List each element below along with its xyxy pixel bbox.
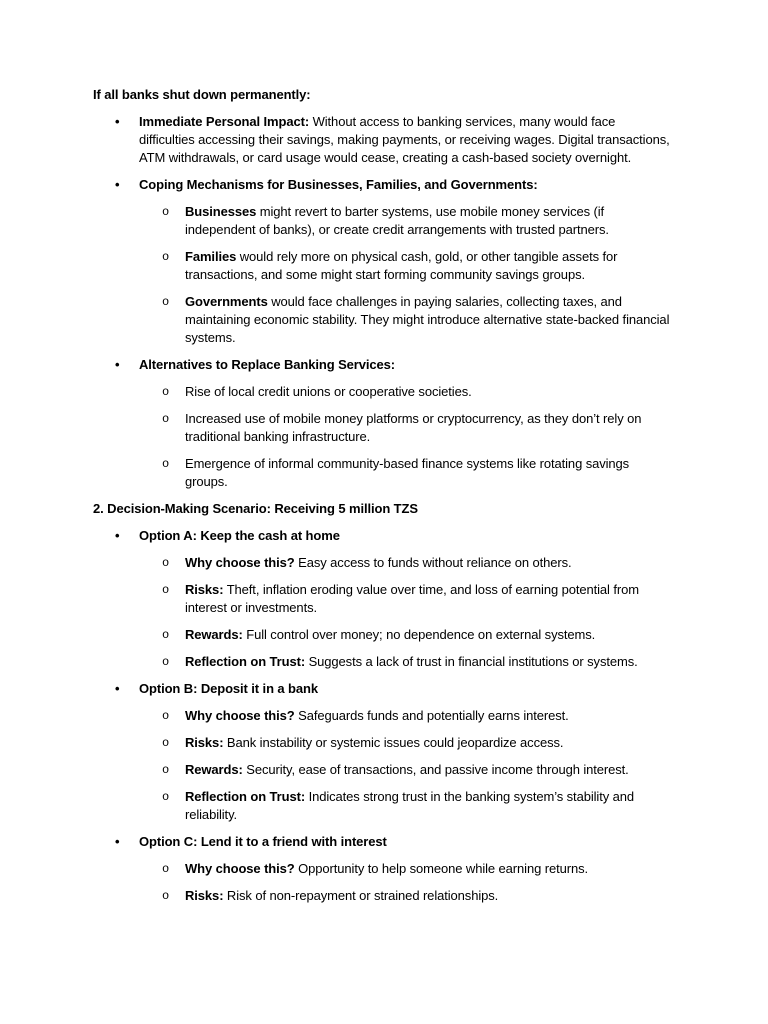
sub-item-text: Safeguards funds and potentially earns interest. bbox=[294, 708, 569, 723]
sub-item-text: Easy access to funds without reliance on others. bbox=[294, 555, 572, 570]
list-item bbox=[93, 833, 673, 851]
sub-item-text: Suggests a lack of trust in financial institutions or systems. bbox=[305, 654, 638, 669]
sub-item-text: Bank instability or systemic issues could jeopardize access. bbox=[223, 735, 564, 750]
bullet-icon: • bbox=[115, 834, 120, 849]
sub-item-label: Risks: bbox=[185, 888, 224, 903]
item-label: Option B: Deposit it in a bank bbox=[139, 681, 319, 696]
item-label: Option C: Lend it to a friend with interest bbox=[139, 834, 387, 849]
sub-list-item bbox=[93, 383, 673, 401]
sub-bullet-icon: o bbox=[162, 862, 170, 876]
item-label: Alternatives to Replace Banking Services: bbox=[139, 357, 396, 372]
sub-bullet-icon: o bbox=[162, 457, 170, 471]
sub-item-label: Families bbox=[185, 249, 237, 264]
sub-list-item bbox=[93, 203, 673, 239]
item-label: Immediate Personal Impact: bbox=[139, 114, 310, 129]
sub-bullet-icon: o bbox=[162, 763, 170, 777]
list-item bbox=[93, 527, 673, 545]
item-text: Without access to banking services, many would face difficulties accessing their savings, making payments, or receiving wages. Digital transactions, ATM withdrawals, or card usage would cease, creating a cash-based society overnight. bbox=[139, 114, 670, 165]
sub-item-text: Theft, inflation eroding value over time, and loss of earning potential from interest or investments. bbox=[185, 582, 639, 615]
sub-list-item bbox=[93, 887, 673, 905]
bullet-icon: • bbox=[115, 681, 120, 696]
sub-list-item bbox=[93, 761, 673, 779]
sub-list-item bbox=[93, 788, 673, 824]
sub-item-text: Indicates strong trust in the banking system’s stability and reliability. bbox=[185, 789, 635, 822]
sub-list-item bbox=[93, 626, 673, 644]
sub-list-item bbox=[93, 653, 673, 671]
sub-list-item bbox=[93, 581, 673, 617]
sub-item-label: Rewards: bbox=[185, 762, 243, 777]
sub-item-text: Opportunity to help someone while earning returns. bbox=[294, 861, 588, 876]
list-item bbox=[93, 680, 673, 698]
sub-item-label: Why choose this? bbox=[185, 708, 295, 723]
sub-item-label: Governments bbox=[185, 294, 268, 309]
sub-item-text: Full control over money; no dependence on external systems. bbox=[242, 627, 596, 642]
sub-list-item bbox=[93, 707, 673, 725]
sub-item-text: Risk of non-repayment or strained relationships. bbox=[223, 888, 499, 903]
sub-item-label: Why choose this? bbox=[185, 555, 295, 570]
section-heading: 2. Decision-Making Scenario: Receiving 5 million TZS bbox=[93, 501, 418, 516]
sub-bullet-icon: o bbox=[162, 583, 170, 597]
sub-item-label: Risks: bbox=[185, 582, 224, 597]
sub-bullet-icon: o bbox=[162, 295, 170, 309]
section-heading: If all banks shut down permanently: bbox=[93, 87, 311, 102]
sub-bullet-icon: o bbox=[162, 655, 170, 669]
sub-list-item bbox=[93, 455, 673, 491]
sub-bullet-icon: o bbox=[162, 628, 170, 642]
list-item bbox=[93, 113, 673, 167]
sub-list-item bbox=[93, 248, 673, 284]
list-item bbox=[93, 356, 673, 374]
sub-list-item bbox=[93, 734, 673, 752]
sub-item-label: Reflection on Trust: bbox=[185, 654, 306, 669]
sub-list-item bbox=[93, 293, 673, 347]
sub-item-text: Security, ease of transactions, and passive income through interest. bbox=[242, 762, 629, 777]
sub-bullet-icon: o bbox=[162, 412, 170, 426]
sub-list-item bbox=[93, 410, 673, 446]
sub-list-item bbox=[93, 554, 673, 572]
sub-bullet-icon: o bbox=[162, 385, 170, 399]
sub-item-text: would face challenges in paying salaries, collecting taxes, and maintaining economic stability. They might introduce alternative state-backed financial systems. bbox=[185, 294, 670, 345]
sub-item-text: Rise of local credit unions or cooperative societies. bbox=[185, 384, 472, 399]
sub-item-label: Businesses bbox=[185, 204, 257, 219]
document-page bbox=[93, 86, 673, 914]
sub-item-label: Why choose this? bbox=[185, 861, 295, 876]
sub-bullet-icon: o bbox=[162, 709, 170, 723]
sub-bullet-icon: o bbox=[162, 736, 170, 750]
bullet-icon: • bbox=[115, 114, 120, 129]
sub-item-text: Increased use of mobile money platforms or cryptocurrency, as they don’t rely on traditional banking infrastructure. bbox=[185, 411, 642, 444]
item-label: Option A: Keep the cash at home bbox=[139, 528, 340, 543]
sub-bullet-icon: o bbox=[162, 205, 170, 219]
sub-item-label: Risks: bbox=[185, 735, 224, 750]
sub-bullet-icon: o bbox=[162, 250, 170, 264]
list-item bbox=[93, 176, 673, 194]
bullet-icon: • bbox=[115, 177, 120, 192]
sub-list-item bbox=[93, 860, 673, 878]
sub-bullet-icon: o bbox=[162, 889, 170, 903]
bullet-icon: • bbox=[115, 528, 120, 543]
sub-item-text: might revert to barter systems, use mobile money services (if independent of banks), or create credit arrangements with trusted partners. bbox=[185, 204, 609, 237]
sub-bullet-icon: o bbox=[162, 556, 170, 570]
sub-bullet-icon: o bbox=[162, 790, 170, 804]
sub-item-label: Rewards: bbox=[185, 627, 243, 642]
sub-item-text: would rely more on physical cash, gold, or other tangible assets for transactions, and some might start forming community savings groups. bbox=[185, 249, 618, 282]
bullet-icon: • bbox=[115, 357, 120, 372]
item-label: Coping Mechanisms for Businesses, Families, and Governments: bbox=[139, 177, 538, 192]
sub-item-label: Reflection on Trust: bbox=[185, 789, 306, 804]
sub-item-text: Emergence of informal community-based finance systems like rotating savings groups. bbox=[185, 456, 630, 489]
